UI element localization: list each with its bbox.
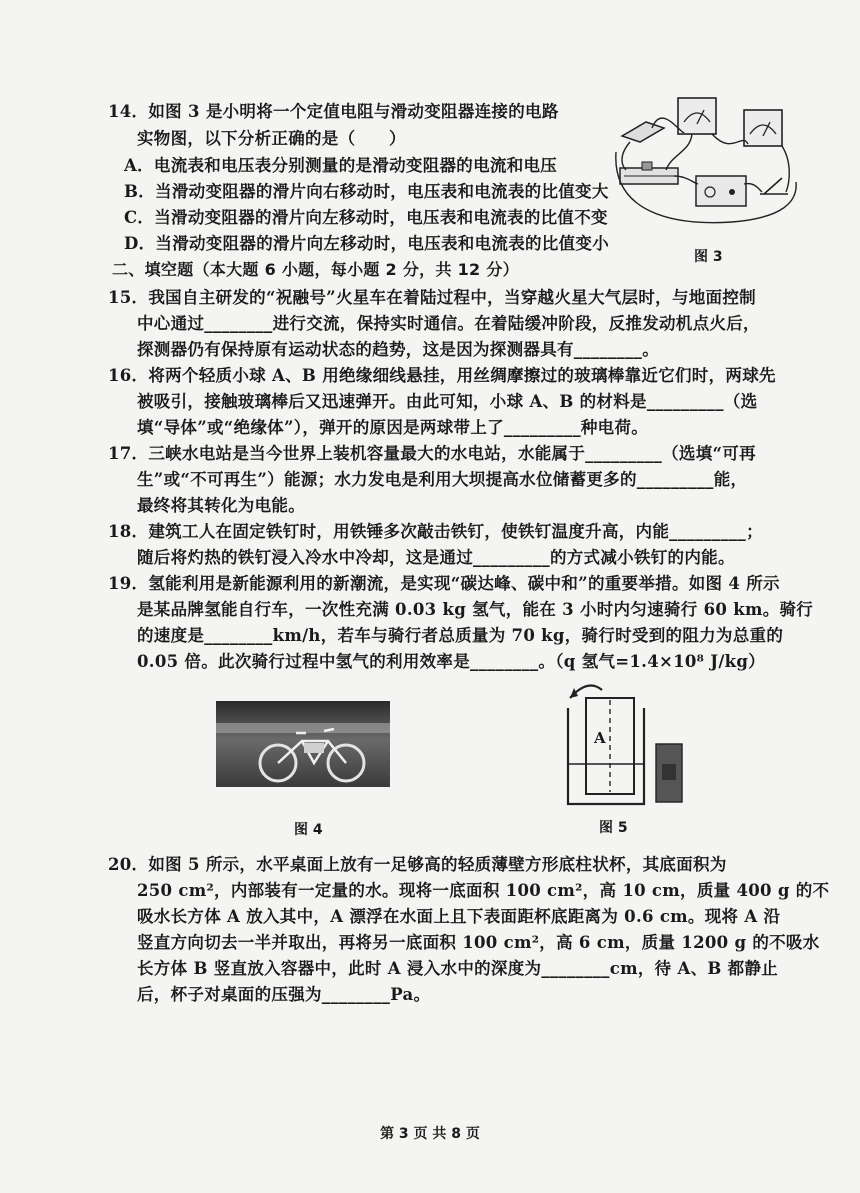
q14-option-b: B．当滑动变阻器的滑片向右移动时，电压表和电流表的比值变大 xyxy=(124,182,609,201)
q15-line-3: 探测器仍有保持原有运动状态的趋势，这是因为探测器具有________。 xyxy=(137,340,659,359)
q14-option-c: C．当滑动变阻器的滑片向左移动时，电压表和电流表的比值不变 xyxy=(124,208,608,227)
block-a-label: A xyxy=(594,729,606,747)
q15-line-1: 15．我国自主研发的“祝融号”火星车在着陆过程中，当穿越火星大气层时，与地面控制 xyxy=(108,288,756,307)
q14-line-1: 14．如图 3 是小明将一个定值电阻与滑动变阻器连接的电路 xyxy=(108,102,559,121)
q16-line-1: 16．将两个轻质小球 A、B 用绝缘细线悬挂，用丝绸摩擦过的玻璃棒靠近它们时，两球先 xyxy=(108,366,776,385)
q17-line-3: 最终将其转化为电能。 xyxy=(137,496,305,515)
q20-line-6: 后，杯子对桌面的压强为________Pa。 xyxy=(137,985,431,1004)
q20-line-3: 吸水长方体 A 放入其中，A 漂浮在水面上且下表面距杯底距离为 0.6 cm。现将 A 沿 xyxy=(137,907,781,926)
q15-line-2: 中心通过________进行交流，保持实时通信。在着陆缓冲阶段，反推发动机点火后， xyxy=(137,314,760,333)
figure-5-caption: 图 5 xyxy=(599,820,628,836)
section-2-heading: 二、填空题（本大题 6 小题，每小题 2 分，共 12 分） xyxy=(112,260,519,279)
q20-line-1: 20．如图 5 所示，水平桌面上放有一足够高的轻质薄壁方形底柱状杯，其底面积为 xyxy=(108,855,727,874)
q19-line-2: 是某品牌氢能自行车，一次性充满 0.03 kg 氢气，能在 3 小时内匀速骑行 60 km。骑行 xyxy=(137,600,814,619)
q19-line-1: 19．氢能利用是新能源利用的新潮流，是实现“碳达峰、碳中和”的重要举措。如图 4 所示 xyxy=(108,574,780,593)
q16-line-3: 填“导体”或“绝缘体”），弹开的原因是两球带上了_________种电荷。 xyxy=(137,418,649,437)
q16-line-2: 被吸引，接触玻璃棒后又迅速弹开。由此可知，小球 A、B 的材料是_________（选 xyxy=(137,392,758,411)
q18-line-1: 18．建筑工人在固定铁钉时，用铁锤多次敲击铁钉，使铁钉温度升高，内能_________； xyxy=(108,522,763,541)
circuit-figure-3 xyxy=(612,92,798,232)
hydrogen-bicycle-photo xyxy=(216,701,390,787)
figure-3-caption: 图 3 xyxy=(694,249,723,265)
q20-line-5: 长方体 B 竖直放入容器中，此时 A 浸入水中的深度为________cm，待 A、B 都静止 xyxy=(137,959,779,978)
q20-line-4: 竖直方向切去一半并取出，再将另一底面积 100 cm²，高 6 cm，质量 1200 g 的不吸水 xyxy=(137,933,820,952)
q18-line-2: 随后将灼热的铁钉浸入冷水中冷却，这是通过_________的方式减小铁钉的内能。 xyxy=(137,548,735,567)
page-number-footer: 第 3 页 共 8 页 xyxy=(380,1126,480,1142)
q19-line-4: 0.05 倍。此次骑行过程中氢气的利用效率是________。（q 氢气=1.4×10⁸ J/kg） xyxy=(137,652,766,671)
q14-line-2: 实物图，以下分析正确的是（ ） xyxy=(137,129,406,148)
q14-option-d: D．当滑动变阻器的滑片向左移动时，电压表和电流表的比值变小 xyxy=(124,234,610,253)
q17-line-1: 17．三峡水电站是当今世界上装机容量最大的水电站，水能属于_________（选填“可再 xyxy=(108,444,756,463)
figure-4-caption: 图 4 xyxy=(294,822,323,838)
q19-line-3: 的速度是________km/h，若车与骑行者总质量为 70 kg，骑行时受到的阻力为总重的 xyxy=(137,626,784,645)
q20-line-2: 250 cm²，内部装有一定量的水。现将一底面积 100 cm²，高 10 cm，质量 400 g 的不 xyxy=(137,881,830,900)
q14-option-a: A．电流表和电压表分别测量的是滑动变阻器的电流和电压 xyxy=(124,156,558,175)
q17-line-2: 生”或“不可再生”）能源；水力发电是利用大坝提高水位储蓄更多的_________能， xyxy=(137,470,748,489)
cup-and-blocks-figure-5 xyxy=(544,680,690,808)
